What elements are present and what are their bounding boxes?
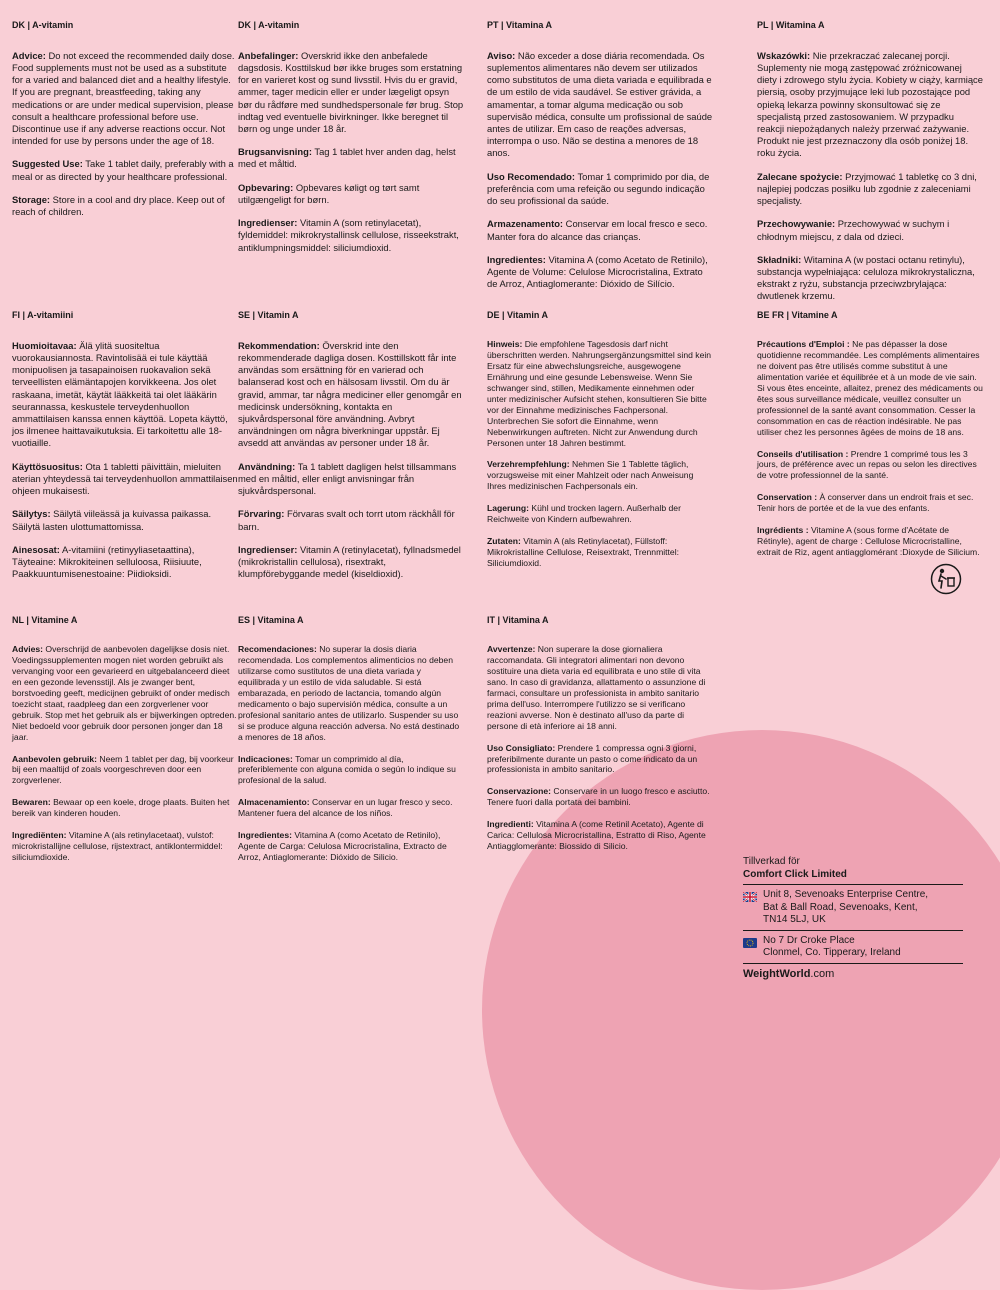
- paragraph-text: Do not exceed the recommended daily dose. Food supplements must not be used as a substitute for a varied and balanced diet and a healthy lifestyle. If you are pregnant, breastfeeding, taking any medications or are under medical supervision, please consult a healthcare professional before use. Discontinue use if any adverse reactions occur. Not intended for use by persons under the age of 18.: [12, 49, 235, 147]
- paragraph-label: Conservation :: [757, 492, 818, 503]
- made-for-label: Tillverkad för: [743, 856, 800, 867]
- label-paragraph: [238, 797, 464, 819]
- paragraph-text: No superar la dosis diaria recomendada. Los complementos alimenticios no deben utilizarse como sustitutos de una dieta variada y equilibrada y un estilo de vida saludable. Si está embarazada, en periodo de lactancia, tomando algún medicamento o bajo supervisión médica, consulte a un profesional sanitario antes de utilizarlo. Suspender su uso si se produce alguna reacción adversa. No está destinado a menores de 18 años.: [238, 644, 460, 742]
- paragraph-label: Almacenamiento:: [238, 797, 310, 808]
- paragraph-label: Uso Recomendado:: [487, 170, 576, 182]
- label-paragraph: [12, 754, 238, 787]
- paragraph-label: Recomendaciones:: [238, 644, 317, 655]
- paragraph-text: Vitamina A (como Acetato de Retinilo), Agente de Volume: Celulose Microcristalina, Extrato de Arroz, Antiaglomerante: Dióxido de Silício.: [487, 253, 708, 290]
- tidyman-recycle-icon: [930, 563, 962, 595]
- label-paragraph: [238, 340, 464, 450]
- paragraph-label: Huomioitavaa:: [12, 339, 77, 351]
- paragraph-label: Conseils d'utilisation :: [757, 448, 849, 459]
- paragraph-label: Suggested Use:: [12, 158, 83, 170]
- paragraph-text: Conservar en un lugar fresco y seco. Mantener fuera del alcance de los niños.: [238, 797, 453, 819]
- label-paragraph: [487, 171, 713, 208]
- label-paragraph: [757, 218, 983, 242]
- label-paragraph: [487, 536, 713, 569]
- label-paragraph: [238, 644, 464, 742]
- paragraph-text: Vitamine A (sous forme d'Acétate de Rétinyle), agent de charge : Cellulose Microcristalline, extrait de Riz, agent antiagglomérant :Dioxyde de Silicium.: [757, 525, 980, 557]
- paragraph-label: Indicaciones:: [238, 753, 293, 764]
- label-paragraph: [757, 254, 983, 303]
- section-heading: FI | A-vitamiini: [12, 310, 74, 320]
- paragraph-label: Brugsanvisning:: [238, 146, 312, 158]
- label-paragraph: [12, 508, 238, 532]
- label-paragraph: [487, 503, 713, 525]
- paragraph-label: Opbevaring:: [238, 181, 294, 193]
- label-paragraph: [487, 819, 713, 852]
- paragraph-text: À conserver dans un endroit frais et sec. Tenir hors de portée et de la vue des enfants.: [757, 492, 974, 514]
- label-paragraph: [12, 340, 238, 450]
- label-paragraph: [12, 544, 238, 581]
- label-block-es: [238, 615, 464, 874]
- label-paragraph: [238, 146, 464, 170]
- paragraph-text: Bewaar op een koele, droge plaats. Buiten het bereik van kinderen houden.: [12, 797, 230, 819]
- brand-name: WeightWorld: [743, 967, 811, 980]
- label-paragraph: [757, 525, 983, 558]
- paragraph-label: Käyttösuositus:: [12, 460, 83, 472]
- company-name: Comfort Click Limited: [743, 868, 847, 880]
- paragraph-text: Neem 1 tablet per dag, bij voorkeur bij een maaltijd of zoals voorgeschreven door een zorgverlener.: [12, 753, 234, 786]
- paragraph-label: Anbefalinger:: [238, 49, 299, 61]
- label-paragraph: [487, 50, 713, 160]
- paragraph-label: Składniki:: [757, 253, 802, 265]
- section-heading: PL | Witamina A: [757, 20, 825, 30]
- paragraph-label: Wskazówki:: [757, 49, 811, 61]
- paragraph-text: Opbevares køligt og tørt samt utilgængeligt for børn.: [238, 181, 420, 205]
- label-paragraph: [757, 50, 983, 160]
- label-paragraph: [757, 449, 983, 482]
- label-paragraph: [487, 644, 713, 731]
- section-heading: PT | Vitamina A: [487, 20, 553, 30]
- label-paragraph: [12, 830, 238, 863]
- paragraph-label: Armazenamento:: [487, 218, 564, 230]
- paragraph-label: Aviso:: [487, 49, 516, 61]
- label-paragraph: [238, 461, 464, 498]
- label-paragraph: [487, 786, 713, 808]
- label-paragraph: [238, 182, 464, 206]
- paragraph-label: Användning:: [238, 460, 296, 472]
- label-paragraph: [487, 459, 713, 492]
- paragraph-label: Bewaren:: [12, 797, 51, 808]
- paragraph-label: Conservazione:: [487, 786, 551, 797]
- section-heading: BE FR | Vitamine A: [757, 310, 838, 320]
- brand-logo: [743, 968, 963, 982]
- paragraph-label: Ingredientes:: [238, 830, 292, 841]
- label-paragraph: [238, 50, 464, 136]
- manufacturer-info: [743, 856, 963, 981]
- paragraph-label: Ingrédients :: [757, 525, 809, 536]
- paragraph-label: Précautions d'Emploi :: [757, 339, 850, 350]
- label-block-dk: [238, 20, 464, 265]
- paragraph-label: Storage:: [12, 193, 51, 205]
- paragraph-text: Overskrid ikke den anbefalede dagsdosis. Kosttilskud bør ikke bruges som erstatning for en varieret kost og sund livsstil. Hvis du er gravid, ammer, tager medicin eller er under lægeligt opsyn bør du rådføre med sundhedspersonale før brug. Stop indtag ved eventuelle bivirkninger. Ikke beregnet til børn og unge under 18 år.: [238, 49, 464, 134]
- uk-address-line-2: Bat & Ball Road, Sevenoaks, Kent,: [763, 901, 918, 913]
- paragraph-label: Zalecane spożycie:: [757, 170, 843, 182]
- label-block-pt: [487, 20, 713, 301]
- label-paragraph: [12, 461, 238, 498]
- section-heading: DK | A-vitamin: [12, 20, 74, 30]
- paragraph-label: Uso Consigliato:: [487, 742, 556, 753]
- label-paragraph: [757, 171, 983, 208]
- paragraph-text: Vitamin A (som retinylacetat), fyldemiddel: mikrokrystallinsk cellulose, risseekstrakt, antiklumpningsmiddel: siliciumdioxid.: [238, 217, 459, 253]
- paragraph-text: Die empfohlene Tagesdosis darf nicht überschritten werden. Nahrungsergänzungsmittel sind kein Ersatz für eine abwechslungsreiche, ausgewogene Ernährung und eine gesunde Lebensweise. Wenn Sie schwanger sind, stillen, Medikamente einnehmen oder unter medizinischer Aufsicht stehen, konsultieren Sie bitte vor der Einnahme medizinisches Fachpersonal. Unterbrechen Sie sofort die Einnahme, wenn Nebenwirkungen auftreten. Nicht zur Anwendung durch Personen unter 18 Jahren bestimmt.: [487, 339, 712, 448]
- paragraph-text: Przechowywać w suchym i chłodnym miejscu, z dala od dzieci.: [757, 218, 950, 242]
- label-paragraph: [12, 158, 238, 182]
- ie-address: [743, 935, 963, 960]
- paragraph-text: Överskrid inte den rekommenderade dagliga dosen. Kosttillskott får inte användas som ersättning för en varierad och balanserad kost och en hälsosam livsstil. Om du är gravid, ammar, tar några mediciner eller genomgår en medicinsk undersökning, kontakta en sjukvårdspersonal före användning. Avbryt användningen om några biverkningar uppstår. Ej avsedd att användas av personer under 18 år.: [238, 339, 462, 449]
- paragraph-label: Verzehrempfehlung:: [487, 459, 570, 470]
- paragraph-text: A-vitamiini (retinyyliasetaattina), Täyteaine: Mikrokiteinen selluloosa, Riisiuute, Paakkuuntumisenestoaine: Piidioksidi.: [12, 543, 202, 580]
- label-paragraph: [757, 339, 983, 437]
- label-block-dk-en: [12, 20, 238, 229]
- paragraph-text: Tomar 1 comprimido por dia, de preferência com uma refeição ou segundo indicação do seu profissional da saúde.: [487, 170, 710, 207]
- paragraph-text: Przyjmować 1 tabletkę co 3 dni, najlepiej podczas posiłku lub zgodnie z zaleceniami specjalisty.: [757, 170, 977, 207]
- paragraph-text: Ota 1 tabletti päivittäin, mieluiten aterian yhteydessä tai terveydenhuollon ammattilaisen ohjeen mukaisesti.: [12, 460, 238, 497]
- paragraph-label: Avvertenze:: [487, 644, 536, 655]
- label-block-fi: [12, 310, 238, 591]
- paragraph-text: Prendre 1 comprimé tous les 3 jours, de préférence avec un repas ou selon les directives de votre professionnel de la santé.: [757, 448, 977, 481]
- paragraph-text: Non superare la dose giornaliera raccomandata. Gli integratori alimentari non devono sostituire una dieta varia ed equilibrata e uno stile di vita sano. In caso di gravidanza, allattamento o assunzione di farmaci, consultare un professionista in ambito sanitario prima dell'uso. Interrompere l'utilizzo se si verificano reazioni avverse. Non è destinato all'uso da parte di persone di età inferiore ai 18 anni.: [487, 644, 706, 731]
- paragraph-text: Nie przekraczać zalecanej porcji. Suplementy nie mogą zastępować zróżnicowanej diety i zdrowego stylu życia. Kobiety w ciąży, karmiące piersią, osoby przyjmujące leki lub pozostające pod opieką lekarza powinny skonsultować się ze specjalistą przed zastosowaniem. W przypadku reakcji niepożądanych należy przerwać zażywanie. Produkt nie jest przeznaczony dla osób poniżej 18. roku życia.: [757, 49, 983, 159]
- paragraph-label: Zutaten:: [487, 536, 521, 547]
- label-paragraph: [487, 218, 713, 242]
- paragraph-text: Tomar un comprimido al día, preferiblemente con alguna comida o según lo indique su profesional de la salud.: [238, 753, 456, 786]
- label-paragraph: [238, 544, 464, 581]
- paragraph-text: Nehmen Sie 1 Tablette täglich, vorzugsweise mit einer Mahlzeit oder nach Anweisung Ihres medizinischen Fachpersonals ein.: [487, 459, 694, 492]
- ie-address-line-1: No 7 Dr Croke Place: [763, 934, 855, 946]
- paragraph-text: Não exceder a dose diária recomendada. Os suplementos alimentares não devem ser utilizados como substitutos de uma dieta variada e equilibrada e de um estilo de vida saudável. Se estiver grávida, a amamentar, a tomar alguma medicação ou sob supervisão médica, consulte um profissional de saúde antes de utilizar. Em caso de reações adversas, interrompa o uso. Não se destina a menores de 18 anos.: [487, 49, 713, 159]
- paragraph-label: Ainesosat:: [12, 543, 60, 555]
- section-heading: ES | Vitamina A: [238, 615, 304, 625]
- section-heading: DE | Vitamin A: [487, 310, 549, 320]
- label-paragraph: [238, 754, 464, 787]
- label-block-se: [238, 310, 464, 591]
- section-heading: DK | A-vitamin: [238, 20, 300, 30]
- paragraph-text: Witamina A (w postaci octanu retinylu), substancja wypełniająca: celuloza mikrokrystaliczna, ekstrakt z ryżu, substancja przeciwzbrylająca: dwutlenek krzemu.: [757, 253, 975, 302]
- paragraph-text: Vitamin A (als Retinylacetat), Füllstoff: Mikrokristalline Cellulose, Reisextrakt, Trennmittel: Siliciumdioxid.: [487, 536, 679, 568]
- paragraph-label: Lagerung:: [487, 503, 530, 514]
- paragraph-text: Ne pas dépasser la dose quotidienne recommandée. Les compléments alimentaires ne doivent pas être utilisés comme substitut à une alimentation variée et équilibrée et à un mode de vie sain. Si vous êtes enceinte, allaitez, prenez des médicaments ou êtes sous surveillance médicale, veuillez consulter un professionnel de la santé avant consommation. Cesser la consommation en cas de réaction indésirable. Ne pas utiliser chez les personnes âgées de moins de 18 ans.: [757, 339, 983, 437]
- uk-address-line-1: Unit 8, Sevenoaks Enterprise Centre,: [763, 889, 929, 900]
- paragraph-text: Store in a cool and dry place. Keep out of reach of children.: [12, 193, 225, 218]
- paragraph-text: Säilytä viileässä ja kuivassa paikassa. Säilytä lasten ulottumattomissa.: [12, 508, 212, 532]
- paragraph-text: Vitamin A (retinylacetat), fyllnadsmedel (mikrokristallin cellulosa), risextrakt, klumpförebyggande medel (kiseldioxid).: [238, 543, 461, 580]
- paragraph-label: Ingredienser:: [238, 543, 298, 555]
- paragraph-text: Ta 1 tablett dagligen helst tillsammans med en måltid, eller enligt anvisningar från sjukvårdspersonal.: [238, 460, 457, 497]
- paragraph-text: Vitamina A (como Acetato de Retinilo), Agente de Carga: Celulosa Microcristalina, Extracto de Arroz, Antiaglomerante: Dióxido de Silicio.: [238, 830, 447, 862]
- label-paragraph: [12, 50, 238, 148]
- paragraph-label: Advies:: [12, 644, 44, 655]
- paragraph-text: Förvaras svalt och torrt utom räckhåll för barn.: [238, 508, 455, 532]
- label-block-be-fr: [757, 310, 983, 569]
- label-paragraph: [12, 194, 238, 218]
- label-block-de: [487, 310, 713, 580]
- label-paragraph: [238, 508, 464, 532]
- paragraph-label: Ingrediënten:: [12, 830, 67, 841]
- paragraph-text: Vitamina A (come Retinil Acetato), Agente di Carica: Cellulosa Microcristallina, Estratto di Riso, Agente Antiagglomerante: Biossido di Silicio.: [487, 819, 706, 852]
- label-paragraph: [238, 217, 464, 254]
- paragraph-label: Ingredienti:: [487, 819, 534, 830]
- paragraph-text: Overschrijd de aanbevolen dagelijkse dosis niet. Voedingssupplementen mogen niet worden gebruikt als vervanging voor een gevarieerd en uitgebalanceerd dieet en een gezonde levensstijl. Als je zwanger bent, borstvoeding geeft, medicijnen gebruikt of onder medisch toezicht staat, raadpleeg dan een zorgverlener voor gebruik. Stop met het gebruik als er bijwerkingen optreden. Niet bedoeld voor gebruik door personen jonger dan 18 jaar.: [12, 644, 237, 742]
- paragraph-label: Advice:: [12, 49, 46, 61]
- paragraph-text: Älä ylitä suositeltua vuorokausiannosta. Ravintolisää ei tule käyttää monipuolisen ja tasapainoisen ruokavalion sekä terveellisten elämäntapojen korvikkeena. Jos olet raskaana, imetät, käytät lääkkeitä tai olet lääkärin seurannassa, keskustele terveydenhuollon ammattilaisen kanssa ennen käyttöä. Lopeta käyttö, jos ilmenee haittavaikutuksia. Ei tarkoitettu alle 18-vuotiaille.: [12, 339, 228, 449]
- paragraph-text: Conservare in un luogo fresco e asciutto. Tenere fuori dalla portata dei bambini.: [487, 786, 710, 808]
- brand-domain: .com: [810, 967, 835, 980]
- label-paragraph: [487, 743, 713, 776]
- uk-address: [743, 889, 963, 927]
- label-block-it: [487, 615, 713, 863]
- paragraph-label: Rekommendation:: [238, 339, 320, 351]
- section-heading: SE | Vitamin A: [238, 310, 299, 320]
- label-paragraph: [487, 339, 713, 448]
- paragraph-text: Vitamine A (als retinylacetaat), vulstof: microkristallijne cellulose, rijstextract, antiklontermiddel: siliciumdioxide.: [12, 830, 223, 862]
- label-paragraph: [12, 797, 238, 819]
- section-heading: NL | Vitamine A: [12, 615, 78, 625]
- paragraph-label: Aanbevolen gebruik:: [12, 753, 97, 764]
- paragraph-text: Conservar em local fresco e seco. Manter fora do alcance das crianças.: [487, 218, 708, 242]
- label-block-pl: [757, 20, 983, 314]
- ie-address-line-2: Clonmel, Co. Tipperary, Ireland: [763, 947, 901, 958]
- uk-flag-icon: [743, 892, 757, 902]
- label-paragraph: [238, 830, 464, 863]
- paragraph-label: Hinweis:: [487, 339, 523, 350]
- section-heading: IT | Vitamina A: [487, 615, 549, 625]
- label-paragraph: [487, 254, 713, 291]
- eu-flag-icon: [743, 938, 757, 948]
- paragraph-label: Säilytys:: [12, 508, 51, 520]
- paragraph-text: Tag 1 tablet hver anden dag, helst med et måltid.: [238, 146, 456, 170]
- paragraph-label: Ingredienser:: [238, 217, 298, 229]
- label-block-nl: [12, 615, 238, 874]
- label-paragraph: [757, 492, 983, 514]
- uk-address-line-3: TN14 5LJ, UK: [763, 914, 826, 925]
- label-paragraph: [12, 644, 238, 742]
- paragraph-label: Ingredientes:: [487, 253, 546, 265]
- paragraph-label: Przechowywanie:: [757, 218, 836, 230]
- paragraph-label: Förvaring:: [238, 508, 285, 520]
- paragraph-text: Kühl und trocken lagern. Außerhalb der Reichweite von Kindern aufbewahren.: [487, 503, 681, 525]
- paragraph-text: Take 1 tablet daily, preferably with a meal or as directed by your healthcare professional.: [12, 158, 234, 182]
- paragraph-text: Prendere 1 compressa ogni 3 giorni, preferibilmente durante un pasto o come indicato da un professionista in ambito sanitario.: [487, 742, 698, 775]
